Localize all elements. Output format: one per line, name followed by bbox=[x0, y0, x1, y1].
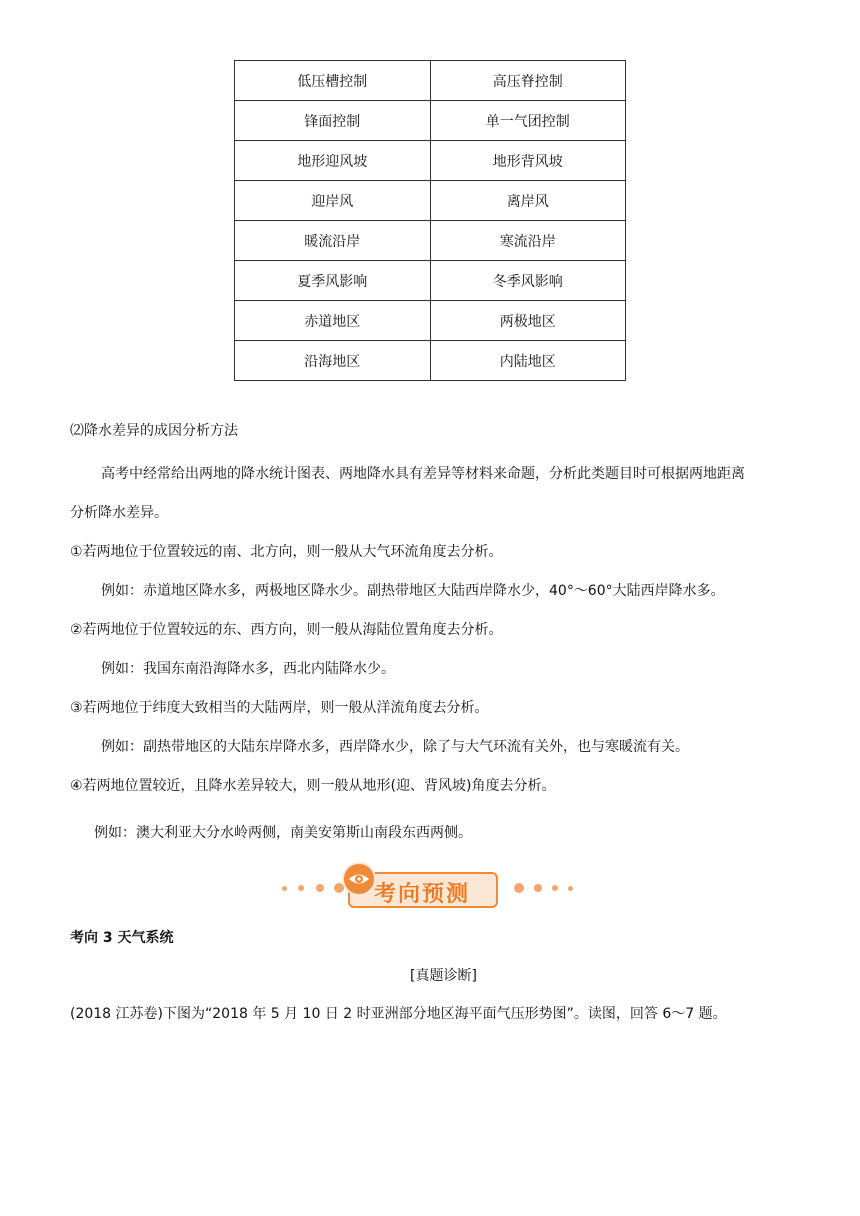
table-cell-left: 低压槽控制 bbox=[235, 61, 431, 101]
intro-paragraph-line-1: 高考中经常给出两地的降水统计图表、两地降水具有差异等材料来命题，分析此类题目时可根据两地距离 bbox=[101, 466, 745, 482]
table-cell-right: 高压脊控制 bbox=[430, 61, 626, 101]
table-row bbox=[235, 301, 626, 341]
banner-dot bbox=[298, 885, 304, 891]
table-cell-left: 暖流沿岸 bbox=[235, 221, 431, 261]
banner-dot bbox=[534, 884, 542, 892]
method-example-1: 例如：赤道地区降水多，两极地区降水少。副热带地区大陆西岸降水少，40°～60°大陆西岸降水多。 bbox=[101, 583, 725, 599]
method-example-3: 例如：副热带地区的大陆东岸降水多，西岸降水少，除了与大气环流有关外，也与寒暖流有关。 bbox=[101, 739, 689, 755]
table-cell-left: 赤道地区 bbox=[235, 301, 431, 341]
banner-dot bbox=[316, 884, 324, 892]
method-item-3: ③若两地位于纬度大致相当的大陆两岸，则一般从洋流角度去分析。 bbox=[70, 700, 489, 716]
table-row bbox=[235, 61, 626, 101]
method-item-4: ④若两地位置较近，且降水差异较大，则一般从地形(迎、背风坡)角度去分析。 bbox=[70, 778, 556, 794]
table-row bbox=[235, 261, 626, 301]
table-cell-left: 地形迎风坡 bbox=[235, 141, 431, 181]
section-heading-precipitation-analysis: ⑵降水差异的成因分析方法 bbox=[70, 423, 238, 439]
table-row bbox=[235, 221, 626, 261]
table-row bbox=[235, 101, 626, 141]
table-cell-right: 地形背风坡 bbox=[430, 141, 626, 181]
comparison-table-body bbox=[235, 61, 626, 381]
table-cell-right: 两极地区 bbox=[430, 301, 626, 341]
intro-paragraph-line-2: 分析降水差异。 bbox=[70, 505, 168, 521]
table-cell-right: 离岸风 bbox=[430, 181, 626, 221]
section-subheading-exam-diagnosis: [真题诊断] bbox=[410, 968, 477, 984]
forecast-banner bbox=[278, 862, 588, 912]
section-heading-weather-systems: 考向 3 天气系统 bbox=[70, 930, 174, 946]
method-item-2: ②若两地位于位置较远的东、西方向，则一般从海陆位置角度去分析。 bbox=[70, 622, 503, 638]
table-cell-right: 内陆地区 bbox=[430, 341, 626, 381]
banner-dot bbox=[282, 886, 287, 891]
exam-question-intro: (2018 江苏卷)下图为“2018 年 5 月 10 日 2 时亚洲部分地区海平面气压形势图”。读图，回答 6～7 题。 bbox=[70, 1006, 727, 1022]
table-cell-left: 夏季风影响 bbox=[235, 261, 431, 301]
table-cell-left: 迎岸风 bbox=[235, 181, 431, 221]
table-cell-right: 单一气团控制 bbox=[430, 101, 626, 141]
table-row bbox=[235, 141, 626, 181]
table-cell-left: 锋面控制 bbox=[235, 101, 431, 141]
banner-title: 考向预测 bbox=[374, 882, 471, 907]
table-row bbox=[235, 341, 626, 381]
table-cell-right: 寒流沿岸 bbox=[430, 221, 626, 261]
method-item-1: ①若两地位于位置较远的南、北方向，则一般从大气环流角度去分析。 bbox=[70, 544, 503, 560]
banner-dot bbox=[568, 886, 573, 891]
method-example-2: 例如：我国东南沿海降水多，西北内陆降水少。 bbox=[101, 661, 395, 677]
table-cell-left: 沿海地区 bbox=[235, 341, 431, 381]
banner-dot bbox=[514, 883, 524, 893]
eye-icon bbox=[342, 862, 376, 896]
table-cell-right: 冬季风影响 bbox=[430, 261, 626, 301]
precipitation-comparison-table bbox=[234, 60, 626, 381]
table-row bbox=[235, 181, 626, 221]
banner-dot bbox=[552, 885, 558, 891]
method-example-4: 例如：澳大利亚大分水岭两侧，南美安第斯山南段东西两侧。 bbox=[94, 825, 472, 841]
